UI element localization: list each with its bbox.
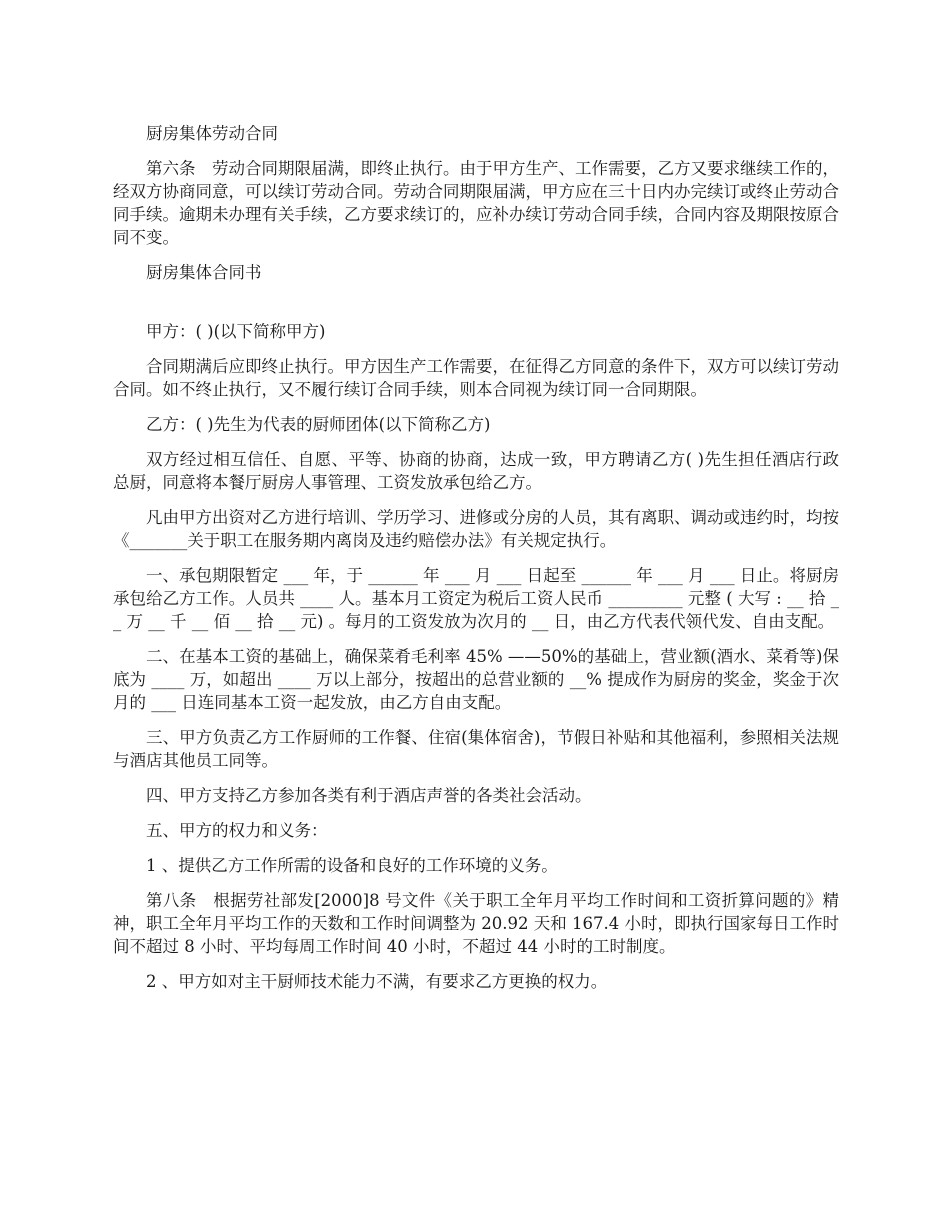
- clause-two-paragraph: 二、在基本工资的基础上，确保菜肴毛利率 45% ——50%的基础上，营业额(酒水、菜肴等)保底为 ____ 万，如超出 ____ 万以上部分，按超出的总营业额的 __% 提成作为厨房的奖金，奖金于次月的 ___ 日连同基本工资一起发放，由乙方自由支配。: [113, 647, 839, 712]
- item-two-paragraph: 2 、甲方如对主干厨师技术能力不满，有要求乙方更换的权力。: [146, 972, 608, 991]
- contract-book-title: 厨房集体合同书: [146, 263, 262, 282]
- clause-one-paragraph: 一、承包期限暂定 ___ 年，于 ______ 年 ___ 月 ___ 日起至 ______ 年 ___ 月 ___ 日止。将厨房承包给乙方工作。人员共 ____ 人。基本月工资定为税后工资人民币 _________ 元整 ( 大写 : __ 拾 __ 万 __ 千 __ 佰 __ 拾 __ 元) 。每月的工资发放为次月的 __ 日，由乙方代表代领代发、自由支配。: [113, 566, 839, 631]
- clause-five-heading: 五、甲方的权力和义务：: [146, 821, 328, 840]
- agreement-paragraph: 双方经过相互信任、自愿、平等、协商的协商，达成一致，甲方聘请乙方( )先生担任酒店行政总厨，同意将本餐厅厨房人事管理、工资发放承包给乙方。: [113, 450, 839, 492]
- clause-three-paragraph: 三、甲方负责乙方工作厨师的工作餐、住宿(集体宿舍)，节假日补贴和其他福利，参照相关法规与酒店其他员工同等。: [113, 728, 839, 770]
- clause-four-paragraph: 四、甲方支持乙方参加各类有利于酒店声誉的各类社会活动。: [146, 786, 592, 805]
- section-title-kitchen-labor-contract: 厨房集体劳动合同: [146, 124, 278, 143]
- article-six-paragraph: 第六条 劳动合同期限届满，即终止执行。由于甲方生产、工作需要，乙方又要求继续工作的，经双方协商同意，可以续订劳动合同。劳动合同期限届满，甲方应在三十日内办完续订或终止劳动合同手续。逾期未办理有关手续，乙方要求续订的，应补办续订劳动合同手续，合同内容及期限按原合同不变。: [113, 159, 839, 247]
- blank-gap: [113, 296, 839, 320]
- article-eight-paragraph: 第八条 根据劳社部发[2000]8 号文件《关于职工全年月平均工作时间和工资折算问题的》精神，职工全年月平均工作的天数和工作时间调整为 20.92 天和 167.4 小时，即执行国家每日工作时间不超过 8 小时、平均每周工作时间 40 小时，不超过 44 小时的工时制度。: [113, 891, 839, 956]
- document-body: [113, 122, 839, 1005]
- contract-expiry-paragraph: 合同期满后应即终止执行。甲方因生产工作需要，在征得乙方同意的条件下，双方可以续订劳动合同。如不终止执行，又不履行续订合同手续，则本合同视为续订同一合同期限。: [113, 357, 839, 399]
- training-clause-paragraph: 凡由甲方出资对乙方进行培训、学历学习、进修或分房的人员，其有离职、调动或违约时，均按《_______关于职工在服务期内离岗及违约赔偿办法》有关规定执行。: [113, 508, 839, 550]
- party-b-line: 乙方：( )先生为代表的厨师团体(以下简称乙方): [146, 415, 491, 434]
- party-a-line: 甲方：( )(以下简称甲方): [146, 322, 326, 341]
- item-one-paragraph: 1 、提供乙方工作所需的设备和良好的工作环境的义务。: [146, 856, 558, 875]
